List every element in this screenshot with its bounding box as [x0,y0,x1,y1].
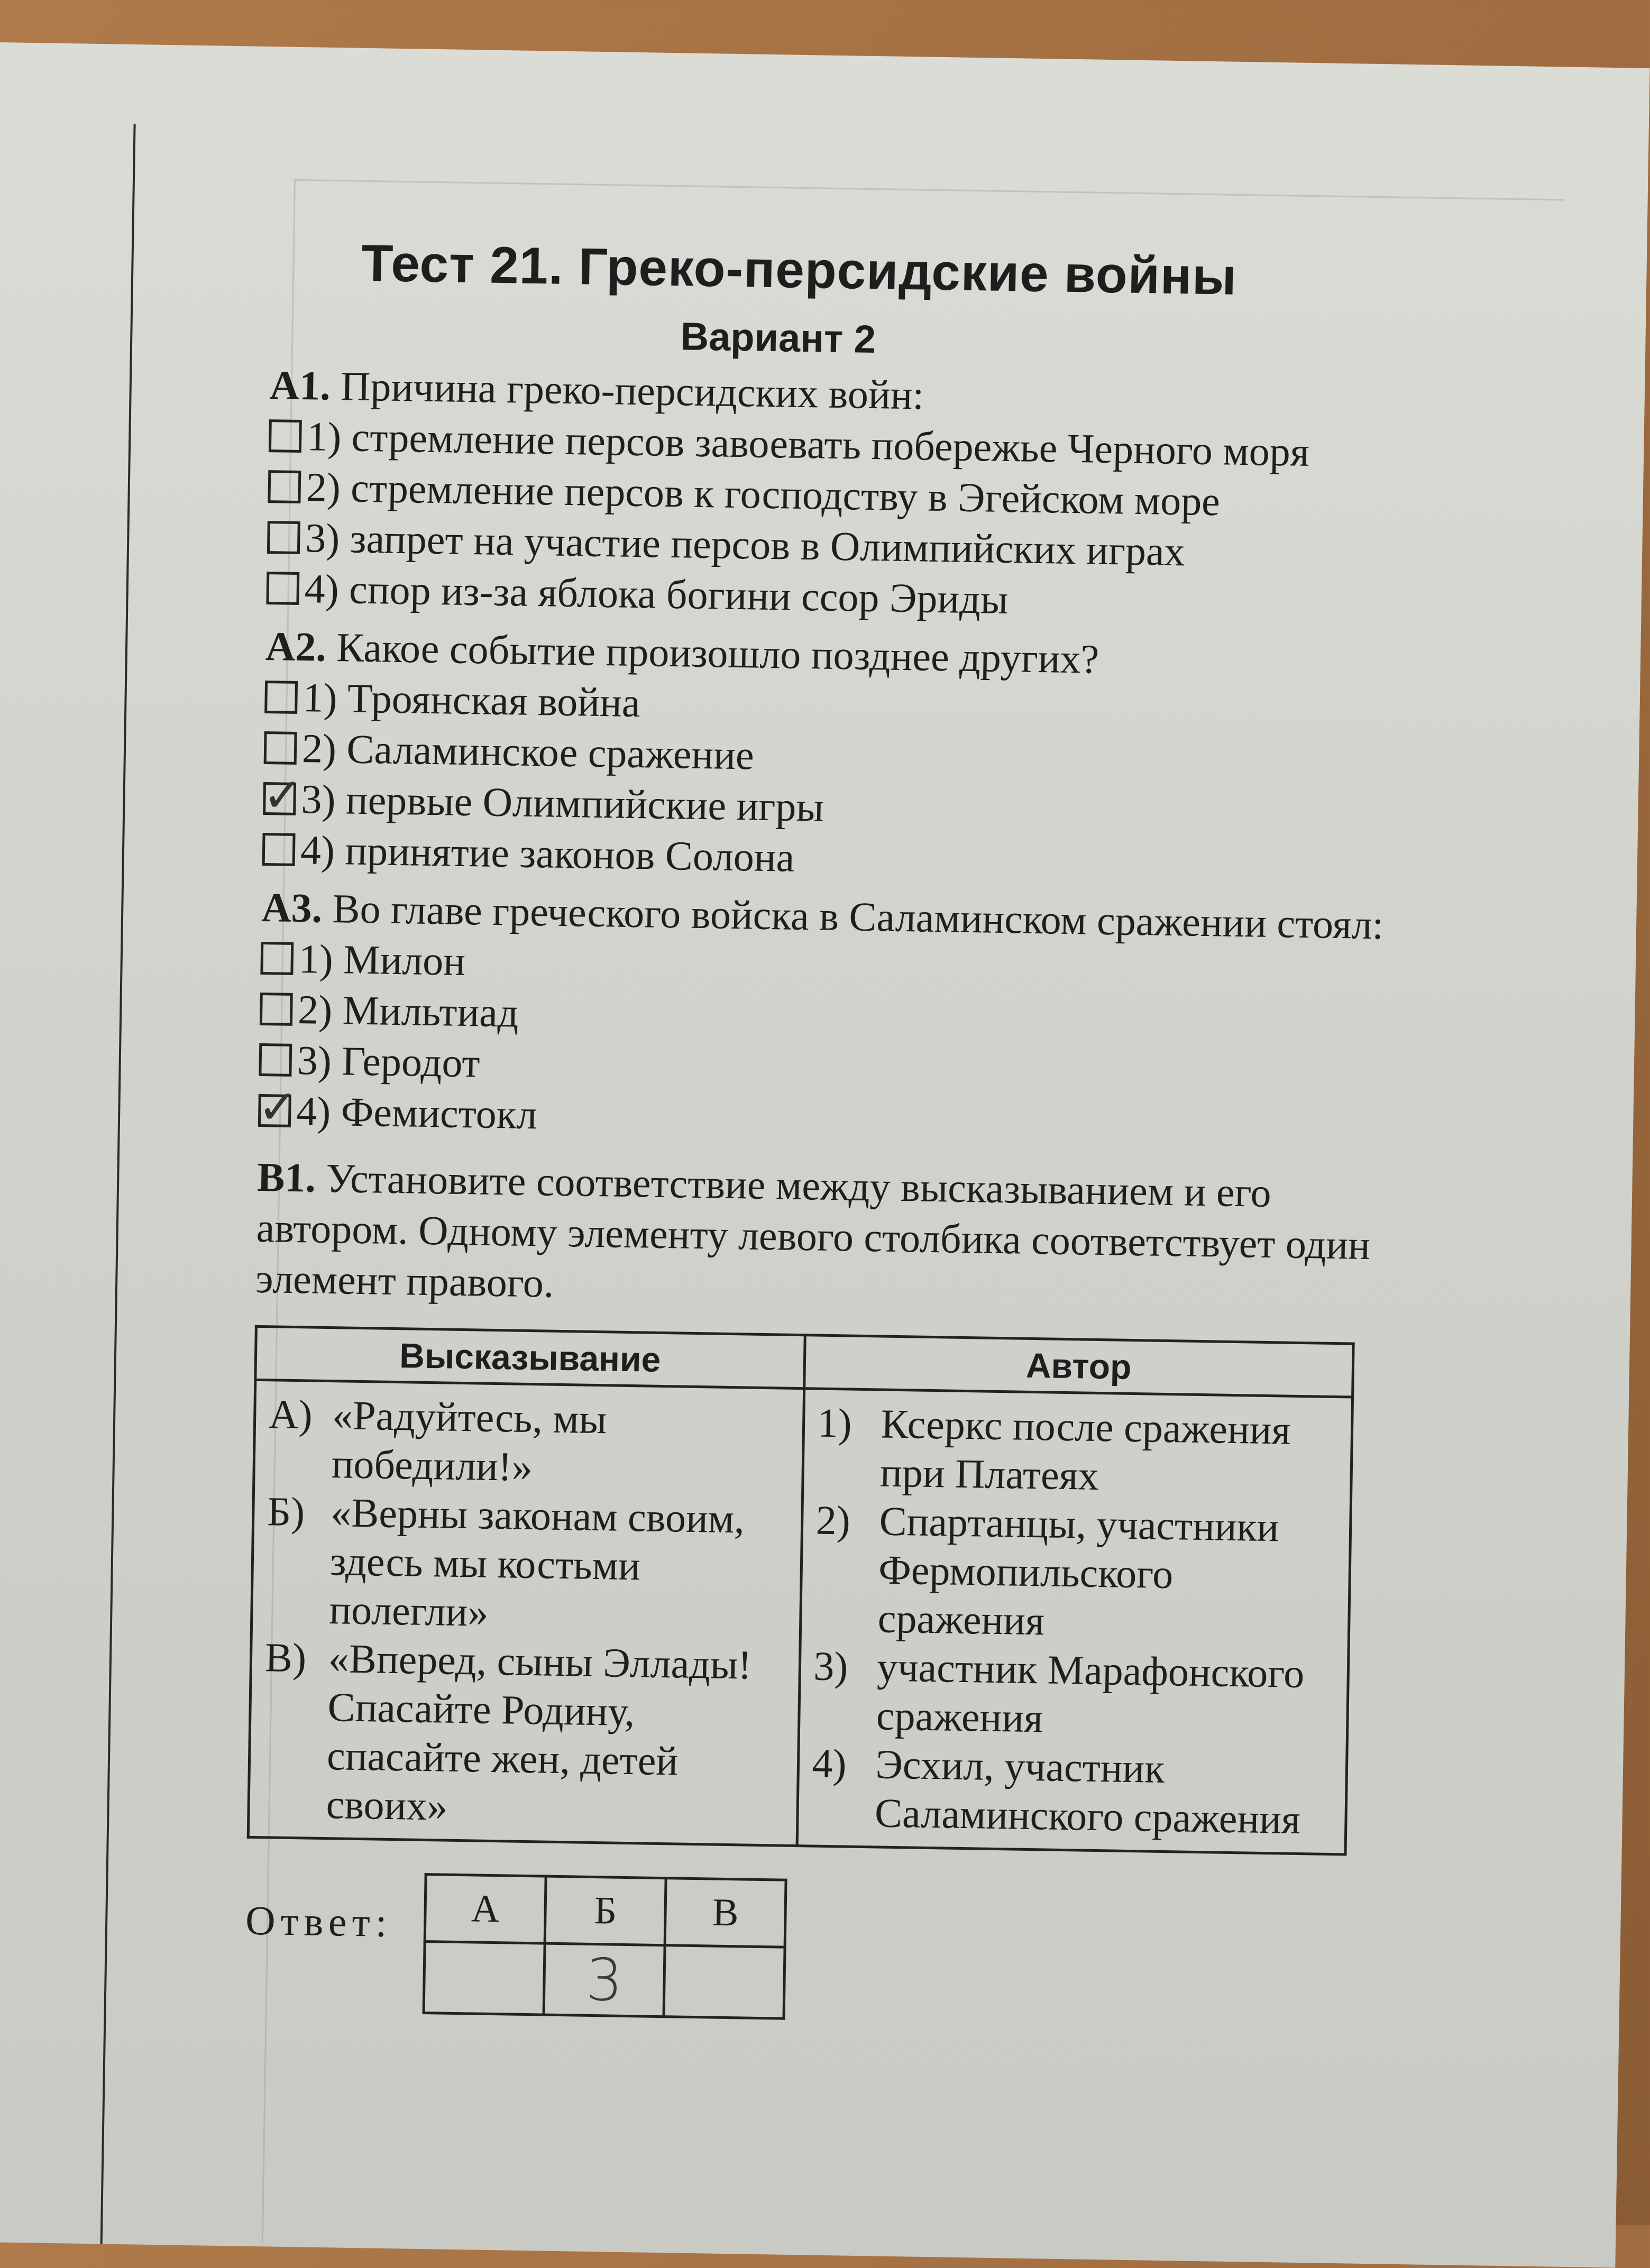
answer-row [244,1870,1399,2030]
answer-cell-a[interactable] [424,1942,545,2015]
statement-text: «Верны законам своим, здесь мы костьми полегли» [328,1489,745,1635]
checkbox[interactable] [260,993,293,1026]
author-text: Спартанцы, участники Фермопильского сражения [877,1498,1279,1644]
answer-cell-b[interactable]: 3 [544,1943,665,2017]
checkbox[interactable] [264,681,298,714]
answer-label: Ответ: [245,1897,393,1946]
option-label: 1) стремление персов завоевать побережье Черного моря [306,413,1310,475]
checkbox[interactable] [259,1043,292,1077]
option-label: 1) Милон [298,935,466,985]
option-label: 3) Геродот [297,1037,481,1086]
statement-item [268,1390,790,1495]
answer-header: А [425,1875,546,1944]
question-text: Установите соответствие между высказыванием и его автором. Одному элементу левого столбика соответствует один элемент правого. [255,1154,1371,1306]
checkbox[interactable] [266,572,299,605]
page-title: Тест 21. Греко-персидские войны [361,233,1238,306]
authors-cell [797,1389,1353,1854]
variant-label: Вариант 2 [680,314,876,362]
checkbox[interactable] [260,942,294,975]
author-item [811,1739,1333,1844]
question-number: В1. [256,1153,316,1201]
answer-header: В [665,1878,786,1948]
question-number: А1. [269,362,331,409]
checkbox[interactable] [262,833,296,866]
statement-item [262,1633,786,1835]
author-item [817,1399,1339,1504]
checkbox[interactable] [268,470,301,503]
checkbox-checked[interactable] [263,782,296,815]
margin-line [100,124,136,2244]
checkbox[interactable] [264,731,297,765]
statement-text: «Вперед, сыны Эллады! Спасайте Родину, спасайте жен, детей своих» [326,1635,753,1829]
statement-label: В) [264,1634,307,1681]
question-number: А2. [265,623,327,670]
statement-item [265,1487,789,1641]
statements-cell [248,1380,804,1845]
author-text: Ксеркс после сражения при Платеях [879,1400,1291,1499]
answer-cell-v[interactable] [664,1945,785,2019]
author-label: 1) [817,1399,852,1446]
option-label: 4) принятие законов Солона [300,827,795,880]
option-label: 2) Мильтиад [297,986,519,1036]
author-text: Эсхил, участник Саламинского сражения [874,1741,1301,1843]
paper-sheet [0,42,1650,2267]
option-label: 4) Фемистокл [296,1088,538,1138]
question-text: Какое событие произошло позднее других? [336,624,1099,682]
author-label: 3) [813,1642,849,1689]
author-item [814,1496,1337,1650]
option-label: 2) Саламинское сражение [301,725,755,778]
option-label: 1) Троянская война [302,674,641,726]
author-label: 4) [811,1740,847,1787]
author-text: участник Марафонского сражения [876,1643,1305,1741]
question-text: Причина греко-персидских войн: [340,363,924,418]
option-label: 3) первые Олимпийские игры [300,776,824,830]
question-number: А3. [261,884,323,931]
column-header: Высказывание [255,1326,805,1388]
test-content [244,232,1425,2030]
statement-label: А) [268,1391,313,1438]
answer-header: Б [545,1876,666,1945]
option-label: 3) запрет на участие персов в Олимпийских играх [305,515,1186,575]
option-label: 2) стремление персов к господству в Эгейском море [306,464,1221,525]
option-label: 4) спор из-за яблока богини ссор Эриды [304,565,1009,623]
answer-table [423,1873,787,2020]
statement-label: Б) [267,1488,305,1535]
checkbox[interactable] [267,521,300,554]
matching-table [247,1325,1355,1856]
column-header: Автор [804,1335,1353,1397]
author-item [812,1642,1334,1747]
checkbox[interactable] [269,419,302,453]
checkbox-checked[interactable] [258,1094,291,1127]
statement-text: «Радуйтесь, мы победили!» [331,1392,607,1490]
question-b1 [255,1152,1410,1322]
author-label: 2) [815,1496,851,1544]
question-text: Во главе греческого войска в Саламинском сражении стоял: [332,885,1384,948]
